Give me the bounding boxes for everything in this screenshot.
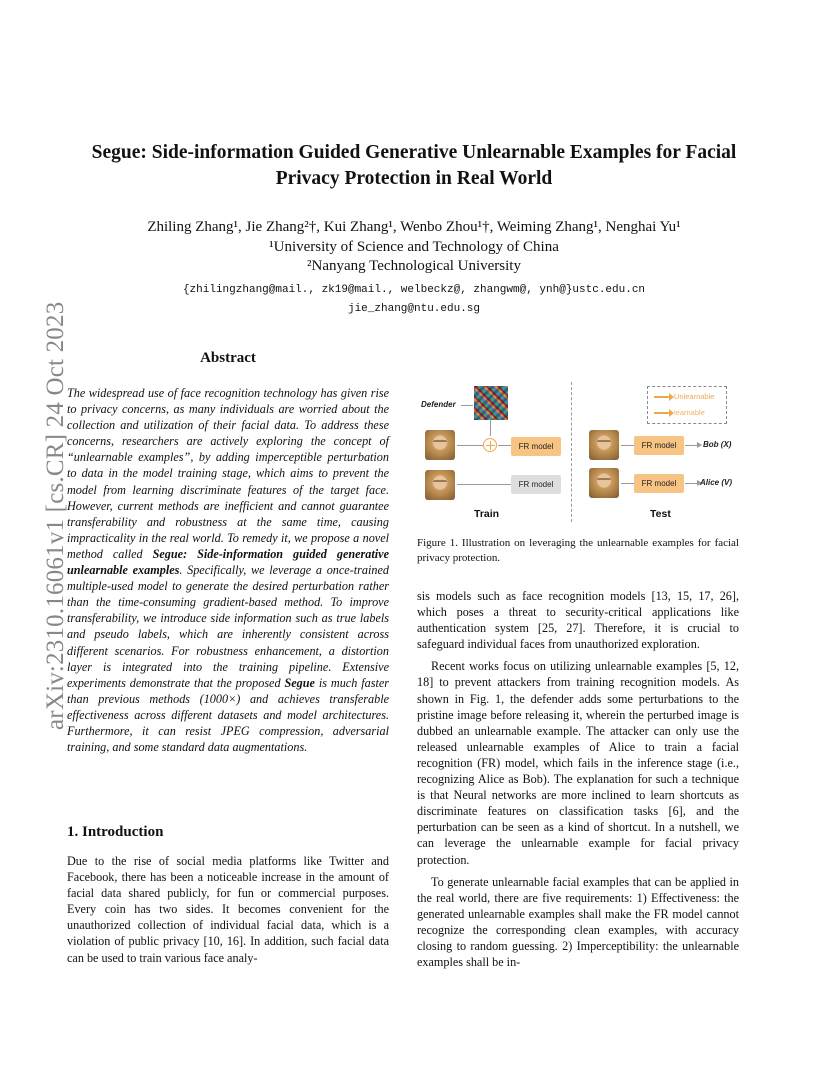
defender-arrow — [461, 405, 473, 406]
abstract-method-name: Segue: Side-information guided generative unlearnable examples — [67, 546, 389, 578]
legend-unlearnable — [654, 392, 714, 401]
noise-down-line — [490, 420, 491, 436]
train-test-separator — [571, 382, 572, 522]
defender-label: Defender — [421, 400, 456, 409]
figure-1 — [417, 378, 739, 526]
figure-1-caption: Figure 1. Illustration on leveraging the unlearnable examples for facial privacy protection. — [417, 537, 739, 564]
train-label: Train — [474, 508, 500, 520]
right-column-text — [417, 588, 739, 976]
paper-title — [60, 140, 768, 192]
legend-arrow-icon — [654, 396, 670, 398]
alice-face-test-2 — [589, 468, 619, 498]
paragraph-2: Recent works focus on utilizing unlearnable examples [5, 12, 18] to prevent attackers from training recognition models. As shown in Fig. 1, the defender adds some perturbations to the pristine image before releasing it, wherein the perturbed image is dubbed an unlearnable example. The attacker can only use the released unlearnable examples of Alice to train a facial recognition (FR) model, which fails in the inference stage (i.e., recognizing Alice as Bob). The explanation for such a technique is that Neural networks are more inclined to learn shortcuts as discriminate features on classification tasks [6], and the perturbation can be seen as a kind of shortcut. In a nutshell, we can leverage the unlearnable example for facial privacy protection. — [417, 659, 739, 867]
author-names: Zhiling Zhang¹, Jie Zhang²†, Kui Zhang¹, Wenbo Zhou¹†, Weiming Zhang¹, Nenghai Yu¹ — [147, 219, 681, 235]
alice-face-train-1 — [425, 430, 455, 460]
fr-model-test-2: FR model — [634, 474, 684, 493]
test-line-2 — [621, 483, 635, 484]
abstract-method-name-2: Segue — [284, 675, 315, 690]
abstract-heading: Abstract — [200, 350, 256, 366]
abstract-text — [67, 385, 389, 755]
legend-learnable-label: learnable — [674, 408, 705, 417]
title-line-2: Privacy Protection in Real World — [275, 168, 553, 189]
abstract-part-1: The widespread use of face recognition technology has given rise to privacy concerns, as many individuals are worried about the collection and utilization of their facial data. To address these concerns, researchers are actively exploring the concept of “unlearnable examples”, by adding imperceptible perturbation to data in the model training stage, which aims to prevent the model from learning discriminate features of the target face. However, current methods are inefficient and cannot guarantee transferability and robustness at the same time, causing impracticality in the real world. To remedy it, we propose a novel method called — [67, 386, 389, 561]
fr-model-test-1: FR model — [634, 436, 684, 455]
train-line-1 — [457, 445, 483, 446]
test-label: Test — [650, 508, 671, 520]
email-block — [60, 281, 768, 319]
test-line-1 — [621, 445, 635, 446]
affiliation-1: ¹University of Science and Technology of China — [269, 238, 559, 255]
email-line-2: jie_zhang@ntu.edu.sg — [347, 303, 481, 315]
legend-arrow-icon — [654, 412, 670, 414]
paragraph-3: To generate unlearnable facial examples that can be applied in the real world, there are five requirements: 1) Effectiveness: the generated unlearnable examples shall make the FR model cannot recognize the corresponding clean examples, with accuracy closing to random guessing. 2) Imperceptibility: the unlearnable examples shall be in- — [417, 874, 739, 970]
perturbation-image — [474, 386, 508, 420]
test-out-arrow-1 — [697, 442, 702, 448]
author-block — [60, 218, 768, 277]
alice-result-label: Alice (V) — [700, 478, 733, 487]
legend-learnable — [654, 408, 705, 417]
alice-face-test-1 — [589, 430, 619, 460]
arxiv-side-stamp: arXiv:2310.16061v1 [cs.CR] 24 Oct 2023 — [42, 301, 69, 730]
fr-model-train-1: FR model — [511, 437, 561, 456]
affiliation-2: ²Nanyang Technological University — [307, 258, 521, 274]
legend-unlearnable-label: Unlearnable — [674, 392, 715, 401]
bob-result-label: Bob (X) — [703, 440, 732, 449]
title-line-1: Segue: Side-information Guided Generative Unlearnable Examples for Facial — [91, 142, 737, 163]
email-line-1: {zhilingzhang@mail., zk19@mail., welbeckz@, zhangwm@, ynh@}ustc.edu.cn — [182, 284, 646, 296]
section-heading-intro: 1. Introduction — [67, 824, 164, 840]
figure-legend — [647, 386, 727, 424]
abstract-part-2: . Specifically, we leverage a once-trained multiple-used model to generate the desired perturbation rather than the time-consuming gradient-based method. To improve transferability, we introduce side information such as true labels and pseudo labels, which are inherently consistent across different scenarios. For robustness enhancement, a distortion layer is integrated into the training pipeline. Extensive experiments demonstrate that the proposed — [67, 563, 389, 690]
paragraph-1: sis models such as face recognition models [13, 15, 17, 26], which poses a threat to security-critical applications like authentication system [25, 27]. Therefore, it is crucial to safeguard individual faces from unauthorized exploration. — [417, 589, 739, 652]
alice-face-train-2 — [425, 470, 455, 500]
add-perturbation-icon — [483, 438, 497, 452]
intro-text: Due to the rise of social media platforms like Twitter and Facebook, there has been a noticeable increase in the amount of facial data shared publicly, for fun or commercial purposes. Every coin has two sides. It becomes convenient for the unauthorized collection of individual facial data, which is a violation of public privacy [10, 16]. In addition, such facial data can be used to train various face analy- — [67, 854, 389, 965]
fr-model-train-2: FR model — [511, 475, 561, 494]
train-line-2 — [457, 484, 515, 485]
abstract-part-3: is much faster than previous methods (1000×) and achieves transferable effectiveness across different datasets and model architectures. Furthermore, it can resist JPEG compression, adversarial training, and some standard data augmentations. — [67, 675, 389, 755]
